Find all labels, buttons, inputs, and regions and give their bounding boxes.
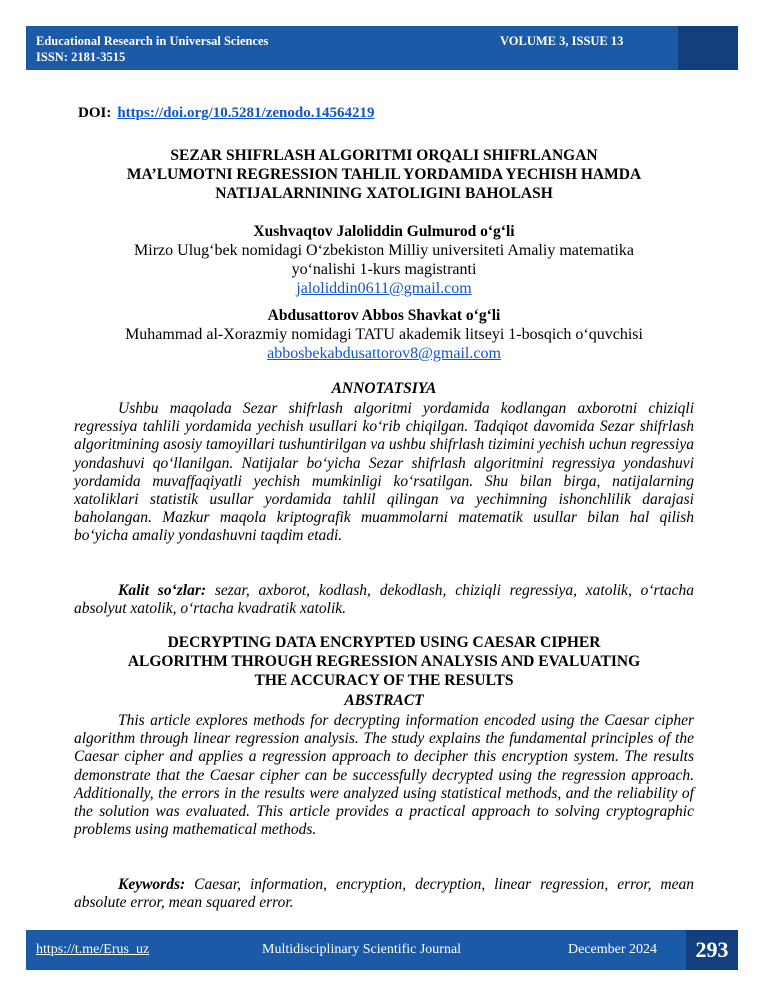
journal-header [26, 26, 738, 70]
journal-issn: ISSN: 2181-3515 [36, 50, 126, 64]
telegram-link[interactable]: https://t.me/Erus_uz [36, 942, 150, 957]
title-uz [74, 146, 694, 203]
title-en-line3: THE ACCURACY OF THE RESULTS [254, 672, 514, 689]
author2-block [74, 306, 694, 363]
annotatsiya-keywords-label: Kalit so‘zlar: [118, 582, 207, 599]
volume-issue: VOLUME 3, ISSUE 13 [500, 34, 624, 48]
abstract-keywords-list: Caesar, information, encryption, decryption, linear regression, error, mean absolute error, mean squared error. [74, 876, 695, 912]
doi-line [78, 105, 374, 122]
author1-email[interactable]: jaloliddin0611@gmail.com [296, 280, 472, 297]
abstract-keywords-label: Keywords: [118, 876, 186, 893]
title-en-line2: ALGORITHM THROUGH REGRESSION ANALYSIS AND EVALUATING [127, 653, 641, 670]
journal-name: Educational Research in Universal Sciences [36, 34, 269, 48]
abstract-heading: ABSTRACT [344, 692, 424, 709]
title-uz-line2: MA’LUMOTNI REGRESSION TAHLIL YORDAMIDA YECHISH HAMDA [126, 166, 642, 183]
abstract-keywords [74, 876, 694, 912]
author1-block [74, 222, 694, 298]
doi-label: DOI: [78, 105, 112, 121]
author2-name: Abdusattorov Abbos Shavkat o‘g‘li [267, 307, 501, 324]
title-en [74, 633, 694, 690]
page-footer [26, 930, 738, 970]
page-number: 293 [686, 930, 738, 970]
annotatsiya-keywords-list: sezar, axborot, kodlash, dekodlash, chiziqli regressiya, xatolik, o‘rtacha absolyut xatolik, o‘rtacha kvadratik xatolik. [74, 582, 694, 618]
title-uz-line3: NATIJALARNINING XATOLIGINI BAHOLASH [215, 185, 553, 202]
annotatsiya-heading: ANNOTATSIYA [331, 380, 437, 397]
author1-name: Xushvaqtov Jaloliddin Gulmurod o‘g‘li [253, 223, 515, 240]
annotatsiya-keywords [74, 582, 694, 618]
annotatsiya-text: Ushbu maqolada Sezar shifrlash algoritmi yordamida kodlangan axborotni chiziqli regressiya tahlili yordamida yechish usullari ko‘rib chiqilgan. Tadqiqot davomida Sezar shifrlash algoritmining asosiy tamoyillari tushuntirilgan va ushbu shifrlash tizimini yechish uchun regressiya yondashuvi qo‘llanilgan. Natijalar bo‘yicha Sezar shifrlash algoritmini regressiya yondashuvi yordamida muvaffaqiyatli yechish mumkinligi ko‘rsatilgan. Shu bilan birga, natijalarning xatoliklari statistik usullar yordamida tahlil qilingan va yechimning ishonchlilik darajasi baholangan. Mazkur maqola kriptografik muammolarni matematik usullar bilan hal qilish bo‘yicha amaliy yondashuvni taqdim etadi. [74, 400, 694, 545]
journal-type: Multidisciplinary Scientific Journal [262, 942, 462, 957]
doi-link[interactable]: https://doi.org/10.5281/zenodo.14564219 [117, 105, 375, 121]
title-uz-line1: SEZAR SHIFRLASH ALGORITMI ORQALI SHIFRLANGAN [170, 147, 598, 164]
publication-date: December 2024 [568, 942, 658, 957]
author1-affiliation-line1: Mirzo Ulug‘bek nomidagi O‘zbekiston Milliy universiteti Amaliy matematika [134, 242, 634, 259]
header-accent-block [678, 26, 738, 70]
abstract-text: This article explores methods for decrypting information encoded using the Caesar cipher algorithm through linear regression analysis. The study explains the fundamental principles of the Caesar cipher and applies a regression approach to decipher this encryption system. The results demonstrate that the Caesar cipher can be successfully decrypted using the regression approach. Additionally, the errors in the results were analyzed using statistical methods, and the reliability of the solution was evaluated. This article provides a practical approach to solving cryptographic problems using mathematical methods. [74, 712, 694, 839]
title-en-line1: DECRYPTING DATA ENCRYPTED USING CAESAR CIPHER [167, 634, 601, 651]
author2-email[interactable]: abbosbekabdusattorov8@gmail.com [267, 345, 501, 362]
author2-affiliation: Muhammad al-Xorazmiy nomidagi TATU akademik litseyi 1-bosqich o‘quvchisi [125, 326, 643, 343]
author1-affiliation-line2: yo‘nalishi 1-kurs magistranti [291, 261, 477, 278]
